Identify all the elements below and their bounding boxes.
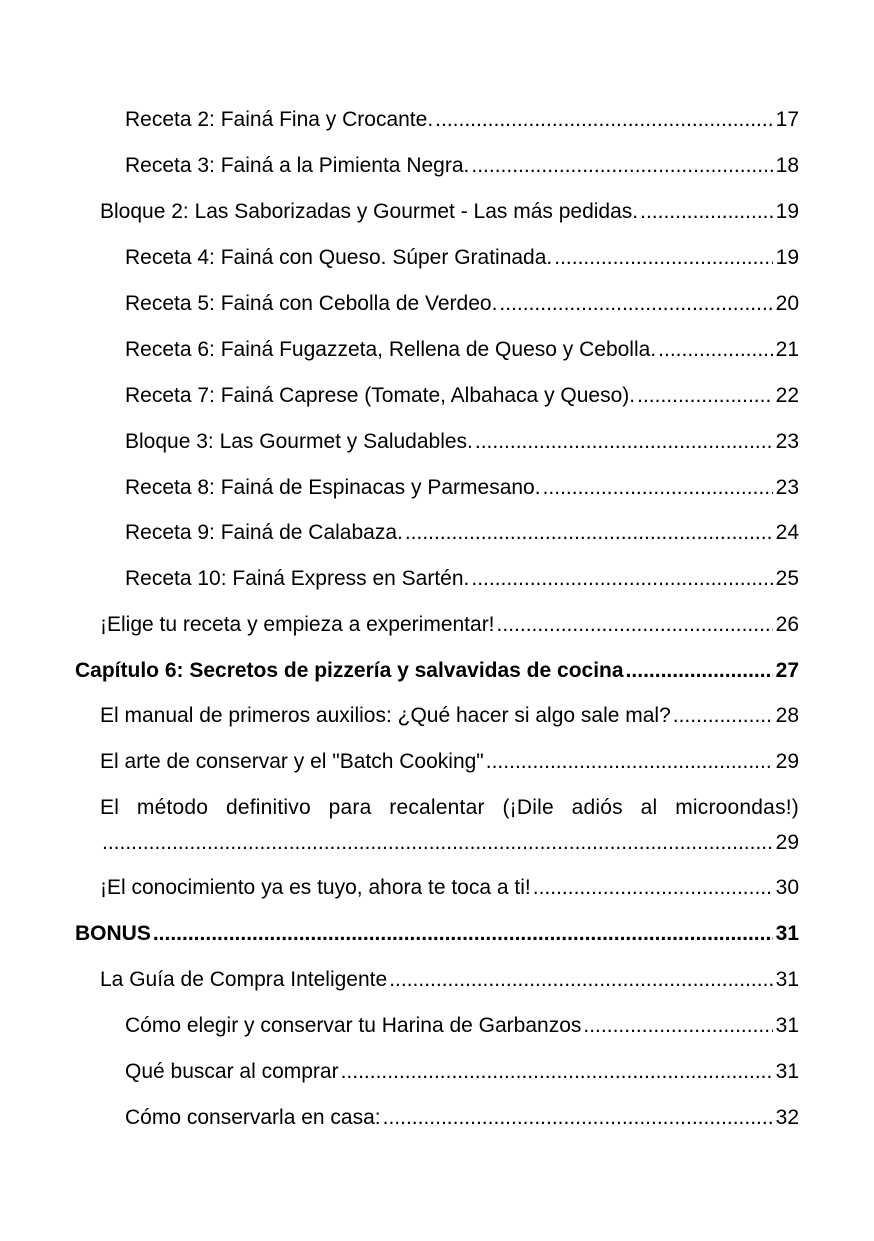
- toc-entry[interactable]: [125, 1105, 799, 1131]
- toc-entry[interactable]: [100, 795, 799, 856]
- toc-entry-title: Receta 10: Fainá Express en Sartén.: [125, 567, 470, 590]
- toc-entry[interactable]: [100, 967, 799, 993]
- toc-entry-title: Receta 7: Fainá Caprese (Tomate, Albahaca y Queso).: [125, 384, 636, 407]
- toc-page-number: 28: [775, 704, 799, 727]
- toc-page-number: 25: [775, 567, 799, 590]
- toc-dot-leader: [583, 1013, 772, 1039]
- toc-page-number: 22: [775, 384, 799, 407]
- toc-entry[interactable]: [125, 337, 799, 363]
- toc-page-number: 23: [775, 430, 799, 453]
- toc-entry[interactable]: [125, 245, 799, 271]
- toc-entry-title: Bloque 2: Las Saborizadas y Gourmet - Las más pedidas.: [100, 200, 639, 223]
- toc-entry[interactable]: [100, 749, 799, 775]
- toc-entry-continuation: [100, 830, 799, 856]
- toc-entry[interactable]: [125, 383, 799, 409]
- toc-dot-leader: [475, 429, 773, 455]
- toc-dot-leader: [626, 658, 773, 684]
- toc-dot-leader: [102, 830, 773, 856]
- toc-entry[interactable]: [100, 875, 799, 901]
- toc-entry[interactable]: [125, 520, 799, 546]
- toc-chapter-entry[interactable]: [75, 921, 799, 947]
- toc-dot-leader: [389, 967, 772, 993]
- toc-dot-leader: [497, 612, 773, 638]
- toc-entry-title: Receta 5: Fainá con Cebolla de Verdeo.: [125, 292, 498, 315]
- toc-page-number: 20: [775, 292, 799, 315]
- toc-page-number: 29: [775, 831, 799, 854]
- toc-page-number: 31: [775, 968, 799, 991]
- toc-dot-leader: [554, 245, 772, 271]
- toc-entry-title: Bloque 3: Las Gourmet y Saludables.: [125, 430, 473, 453]
- toc-page-number: 18: [775, 154, 799, 177]
- toc-entry-title: El arte de conservar y el "Batch Cooking": [100, 750, 484, 773]
- toc-page-number: 31: [775, 1060, 799, 1083]
- toc-page-number: 30: [775, 876, 799, 899]
- toc-entry-title: Cómo elegir y conservar tu Harina de Garbanzos: [125, 1014, 582, 1037]
- toc-entry-title: El método definitivo para recalentar (¡Dile adiós al microondas!): [100, 796, 799, 819]
- toc-dot-leader: [471, 566, 772, 592]
- toc-entry-title: ¡Elige tu receta y empieza a experimentar!: [100, 613, 495, 636]
- toc-dot-leader: [435, 107, 772, 133]
- toc-entry-title: Qué buscar al comprar: [125, 1060, 339, 1083]
- toc-entry[interactable]: [125, 566, 799, 592]
- toc-entry-title: Cómo conservarla en casa:: [125, 1106, 381, 1129]
- toc-entry-title: Receta 6: Fainá Fugazzeta, Rellena de Queso y Cebolla.: [125, 338, 657, 361]
- toc-page-number: 23: [775, 476, 799, 499]
- toc-entry-title: El manual de primeros auxilios: ¿Qué hacer si algo sale mal?: [100, 704, 671, 727]
- toc-entry-title: ¡El conocimiento ya es tuyo, ahora te toca a ti!: [100, 876, 531, 899]
- toc-entry[interactable]: [125, 475, 799, 501]
- toc-entry-title: Receta 9: Fainá de Calabaza.: [125, 521, 403, 544]
- toc-dot-leader: [405, 520, 773, 546]
- toc-dot-leader: [499, 291, 772, 317]
- toc-entry-title: La Guía de Compra Inteligente: [100, 968, 388, 991]
- toc-entry-title: BONUS: [75, 922, 151, 945]
- toc-dot-leader: [486, 749, 773, 775]
- toc-entry[interactable]: [125, 107, 799, 133]
- toc-dot-leader: [637, 383, 773, 409]
- toc-dot-leader: [658, 337, 772, 363]
- toc-page-number: 29: [775, 750, 799, 773]
- toc-page-number: 31: [775, 1014, 799, 1037]
- toc-entry[interactable]: [100, 703, 799, 729]
- toc-entry-title: Receta 4: Fainá con Queso. Súper Gratinada.: [125, 246, 553, 269]
- toc-entry[interactable]: [100, 199, 799, 225]
- toc-page-number: 24: [775, 521, 799, 544]
- toc-page-number: 32: [775, 1106, 799, 1129]
- toc-dot-leader: [673, 703, 773, 729]
- toc-page-number: 17: [775, 108, 799, 131]
- toc-entry[interactable]: [125, 153, 799, 179]
- toc-entry[interactable]: [125, 1013, 799, 1039]
- toc-entry-title: Receta 3: Fainá a la Pimienta Negra.: [125, 154, 470, 177]
- toc-page-number: 19: [775, 246, 799, 269]
- toc-entry[interactable]: [125, 1059, 799, 1085]
- toc-chapter-entry[interactable]: [75, 658, 799, 684]
- toc-dot-leader: [383, 1105, 773, 1131]
- toc-entry-title: Receta 8: Fainá de Espinacas y Parmesano.: [125, 476, 541, 499]
- toc-entry[interactable]: [125, 291, 799, 317]
- toc-page-number: 27: [775, 659, 799, 682]
- toc-entry[interactable]: [125, 429, 799, 455]
- toc-page-number: 26: [775, 613, 799, 636]
- toc-dot-leader: [341, 1059, 773, 1085]
- toc-dot-leader: [640, 199, 773, 225]
- toc-entry-title: Receta 2: Fainá Fina y Crocante.: [125, 108, 434, 131]
- toc-dot-leader: [533, 875, 773, 901]
- toc-entry[interactable]: [100, 612, 799, 638]
- toc-page-number: 19: [775, 200, 799, 223]
- toc-dot-leader: [471, 153, 772, 179]
- toc-page-number: 31: [775, 922, 799, 945]
- toc-dot-leader: [543, 475, 773, 501]
- toc-dot-leader: [153, 921, 773, 947]
- toc-page-number: 21: [775, 338, 799, 361]
- toc-entry-title: Capítulo 6: Secretos de pizzería y salvavidas de cocina: [75, 659, 624, 682]
